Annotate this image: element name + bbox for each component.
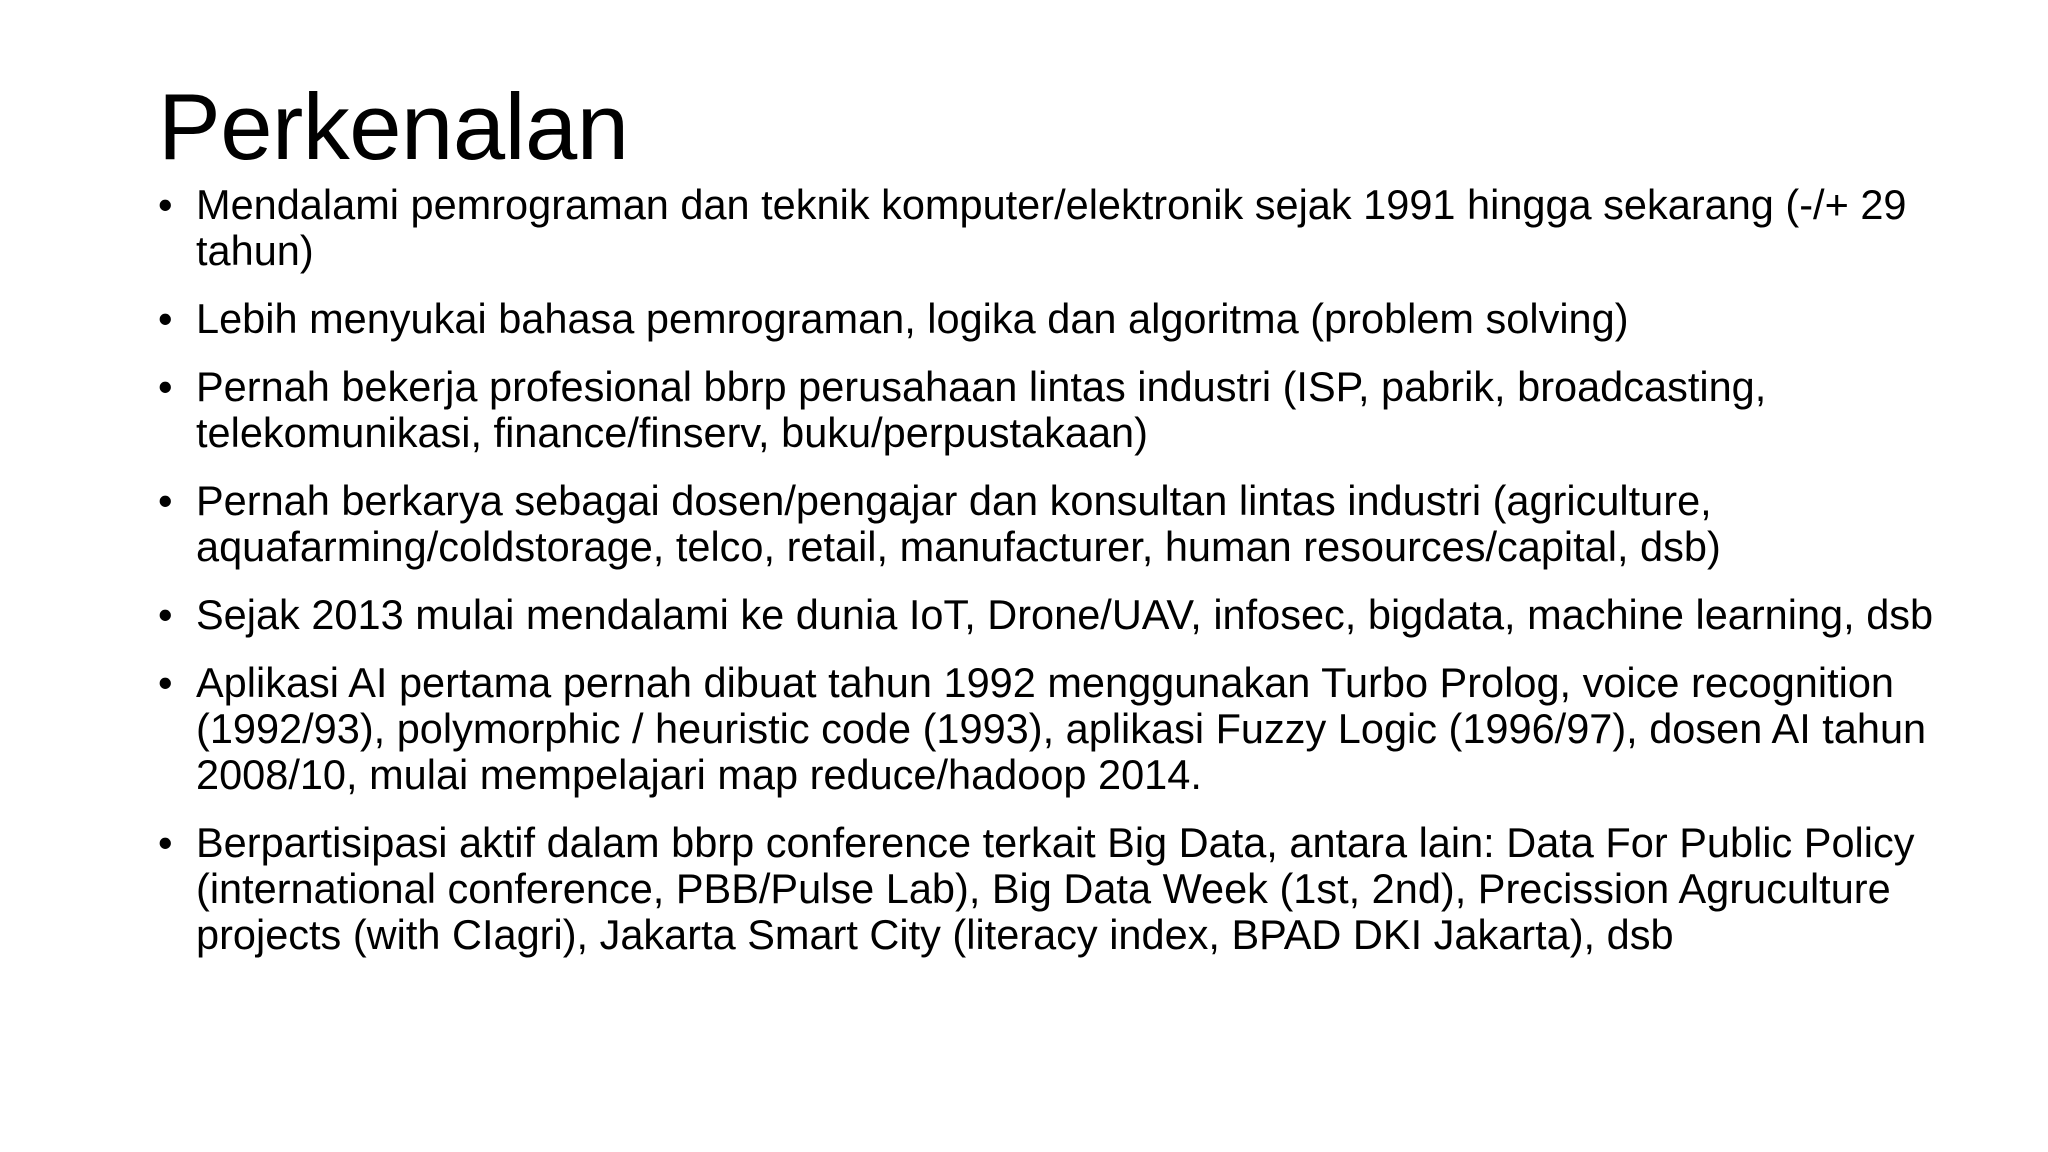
slide-title: Perkenalan <box>158 74 629 179</box>
bullet-text: Sejak 2013 mulai mendalami ke dunia IoT, Drone/UAV, infosec, bigdata, machine learning, dsb <box>196 591 1934 638</box>
bullet-text: Berpartisipasi aktif dalam bbrp conference terkait Big Data, antara lain: Data For Public Policy (international conference, PBB/Pulse Lab), Big Data Week (1st, 2nd), Precission Agruculture projects (with CIagri), Jakarta Smart City (literacy index, BPAD DKI Jakarta), dsb <box>196 819 1915 958</box>
bullet-item <box>158 820 1958 958</box>
bullet-item <box>158 364 1958 456</box>
bullet-icon: • <box>158 659 173 706</box>
bullet-icon: • <box>158 181 173 228</box>
bullet-text: Mendalami pemrograman dan teknik komputer/elektronik sejak 1991 hingga sekarang (-/+ 29 tahun) <box>196 181 1907 274</box>
bullet-item <box>158 592 1958 638</box>
bullet-list <box>158 182 1958 980</box>
bullet-text: Lebih menyukai bahasa pemrograman, logika dan algoritma (problem solving) <box>196 295 1629 342</box>
bullet-item <box>158 182 1958 274</box>
bullet-icon: • <box>158 363 173 410</box>
bullet-text: Pernah berkarya sebagai dosen/pengajar dan konsultan lintas industri (agriculture, aquafarming/coldstorage, telco, retail, manufacturer, human resources/capital, dsb) <box>196 477 1721 570</box>
bullet-text: Aplikasi AI pertama pernah dibuat tahun 1992 menggunakan Turbo Prolog, voice recognition (1992/93), polymorphic / heuristic code (1993), aplikasi Fuzzy Logic (1996/97), dosen AI tahun 2008/10, mulai mempelajari map reduce/hadoop 2014. <box>196 659 1927 798</box>
bullet-icon: • <box>158 477 173 524</box>
bullet-item <box>158 296 1958 342</box>
bullet-icon: • <box>158 819 173 866</box>
bullet-item <box>158 660 1958 798</box>
bullet-text: Pernah bekerja profesional bbrp perusahaan lintas industri (ISP, pabrik, broadcasting, telekomunikasi, finance/finserv, buku/perpustakaan) <box>196 363 1767 456</box>
bullet-item <box>158 478 1958 570</box>
bullet-icon: • <box>158 591 173 638</box>
bullet-icon: • <box>158 295 173 342</box>
